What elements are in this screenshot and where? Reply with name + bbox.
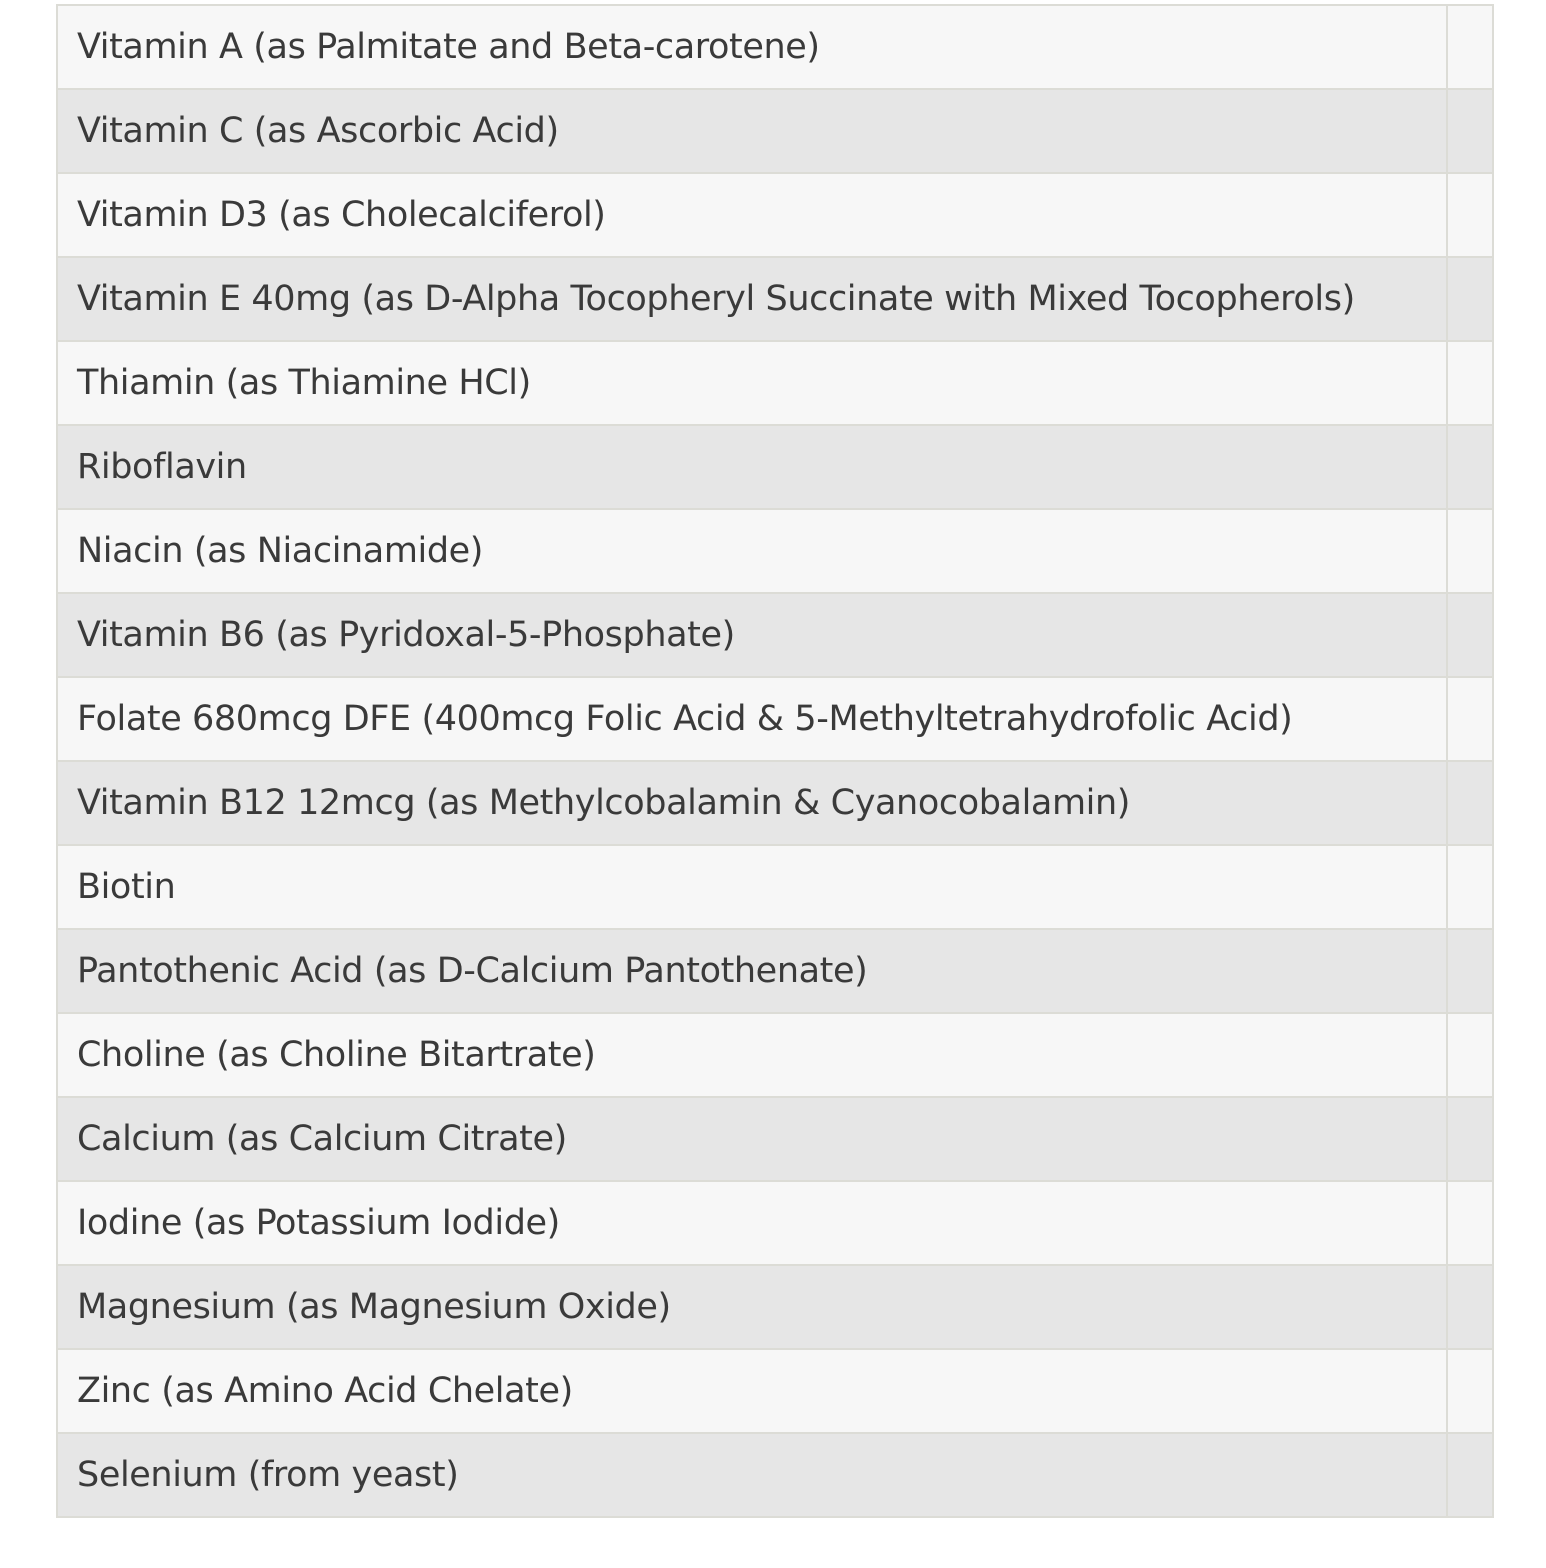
table-row [57,1265,1493,1349]
nutrient-name: Vitamin A (as Palmitate and Beta-carotene) [57,5,1447,89]
nutrient-amount [1447,593,1493,677]
nutrient-table [56,4,1494,1518]
table-row [57,341,1493,425]
nutrient-name: Vitamin B12 12mcg (as Methylcobalamin & Cyanocobalamin) [57,761,1447,845]
nutrient-name: Riboflavin [57,425,1447,509]
table-row [57,173,1493,257]
nutrient-name: Niacin (as Niacinamide) [57,509,1447,593]
nutrient-amount [1447,1013,1493,1097]
table-row [57,1013,1493,1097]
nutrient-name: Calcium (as Calcium Citrate) [57,1097,1447,1181]
nutrient-name: Choline (as Choline Bitartrate) [57,1013,1447,1097]
nutrient-name: Selenium (from yeast) [57,1433,1447,1517]
nutrient-table-container [56,4,1492,1518]
table-row [57,1349,1493,1433]
nutrient-name: Magnesium (as Magnesium Oxide) [57,1265,1447,1349]
nutrient-amount [1447,257,1493,341]
table-row [57,89,1493,173]
nutrient-name: Vitamin C (as Ascorbic Acid) [57,89,1447,173]
table-row [57,257,1493,341]
nutrient-amount [1447,761,1493,845]
nutrient-amount [1447,1349,1493,1433]
nutrient-name: Biotin [57,845,1447,929]
nutrient-amount [1447,1181,1493,1265]
table-row [57,425,1493,509]
nutrient-amount [1447,929,1493,1013]
table-row [57,1181,1493,1265]
table-row [57,929,1493,1013]
table-row [57,5,1493,89]
table-row [57,677,1493,761]
nutrient-amount [1447,1097,1493,1181]
nutrient-name: Zinc (as Amino Acid Chelate) [57,1349,1447,1433]
nutrient-amount [1447,509,1493,593]
table-row [57,1433,1493,1517]
nutrient-amount [1447,1265,1493,1349]
table-row [57,593,1493,677]
nutrient-name: Iodine (as Potassium Iodide) [57,1181,1447,1265]
nutrient-name: Vitamin B6 (as Pyridoxal-5-Phosphate) [57,593,1447,677]
nutrient-name: Pantothenic Acid (as D-Calcium Pantothenate) [57,929,1447,1013]
nutrient-name: Folate 680mcg DFE (400mcg Folic Acid & 5-Methyltetrahydrofolic Acid) [57,677,1447,761]
table-row [57,1097,1493,1181]
nutrient-name: Thiamin (as Thiamine HCl) [57,341,1447,425]
table-row [57,845,1493,929]
nutrient-amount [1447,173,1493,257]
nutrient-amount [1447,89,1493,173]
nutrient-amount [1447,5,1493,89]
nutrient-amount [1447,677,1493,761]
nutrient-amount [1447,845,1493,929]
nutrient-amount [1447,425,1493,509]
nutrient-amount [1447,341,1493,425]
table-row [57,509,1493,593]
table-row [57,761,1493,845]
nutrient-amount [1447,1433,1493,1517]
nutrient-name: Vitamin E 40mg (as D-Alpha Tocopheryl Succinate with Mixed Tocopherols) [57,257,1447,341]
nutrient-name: Vitamin D3 (as Cholecalciferol) [57,173,1447,257]
